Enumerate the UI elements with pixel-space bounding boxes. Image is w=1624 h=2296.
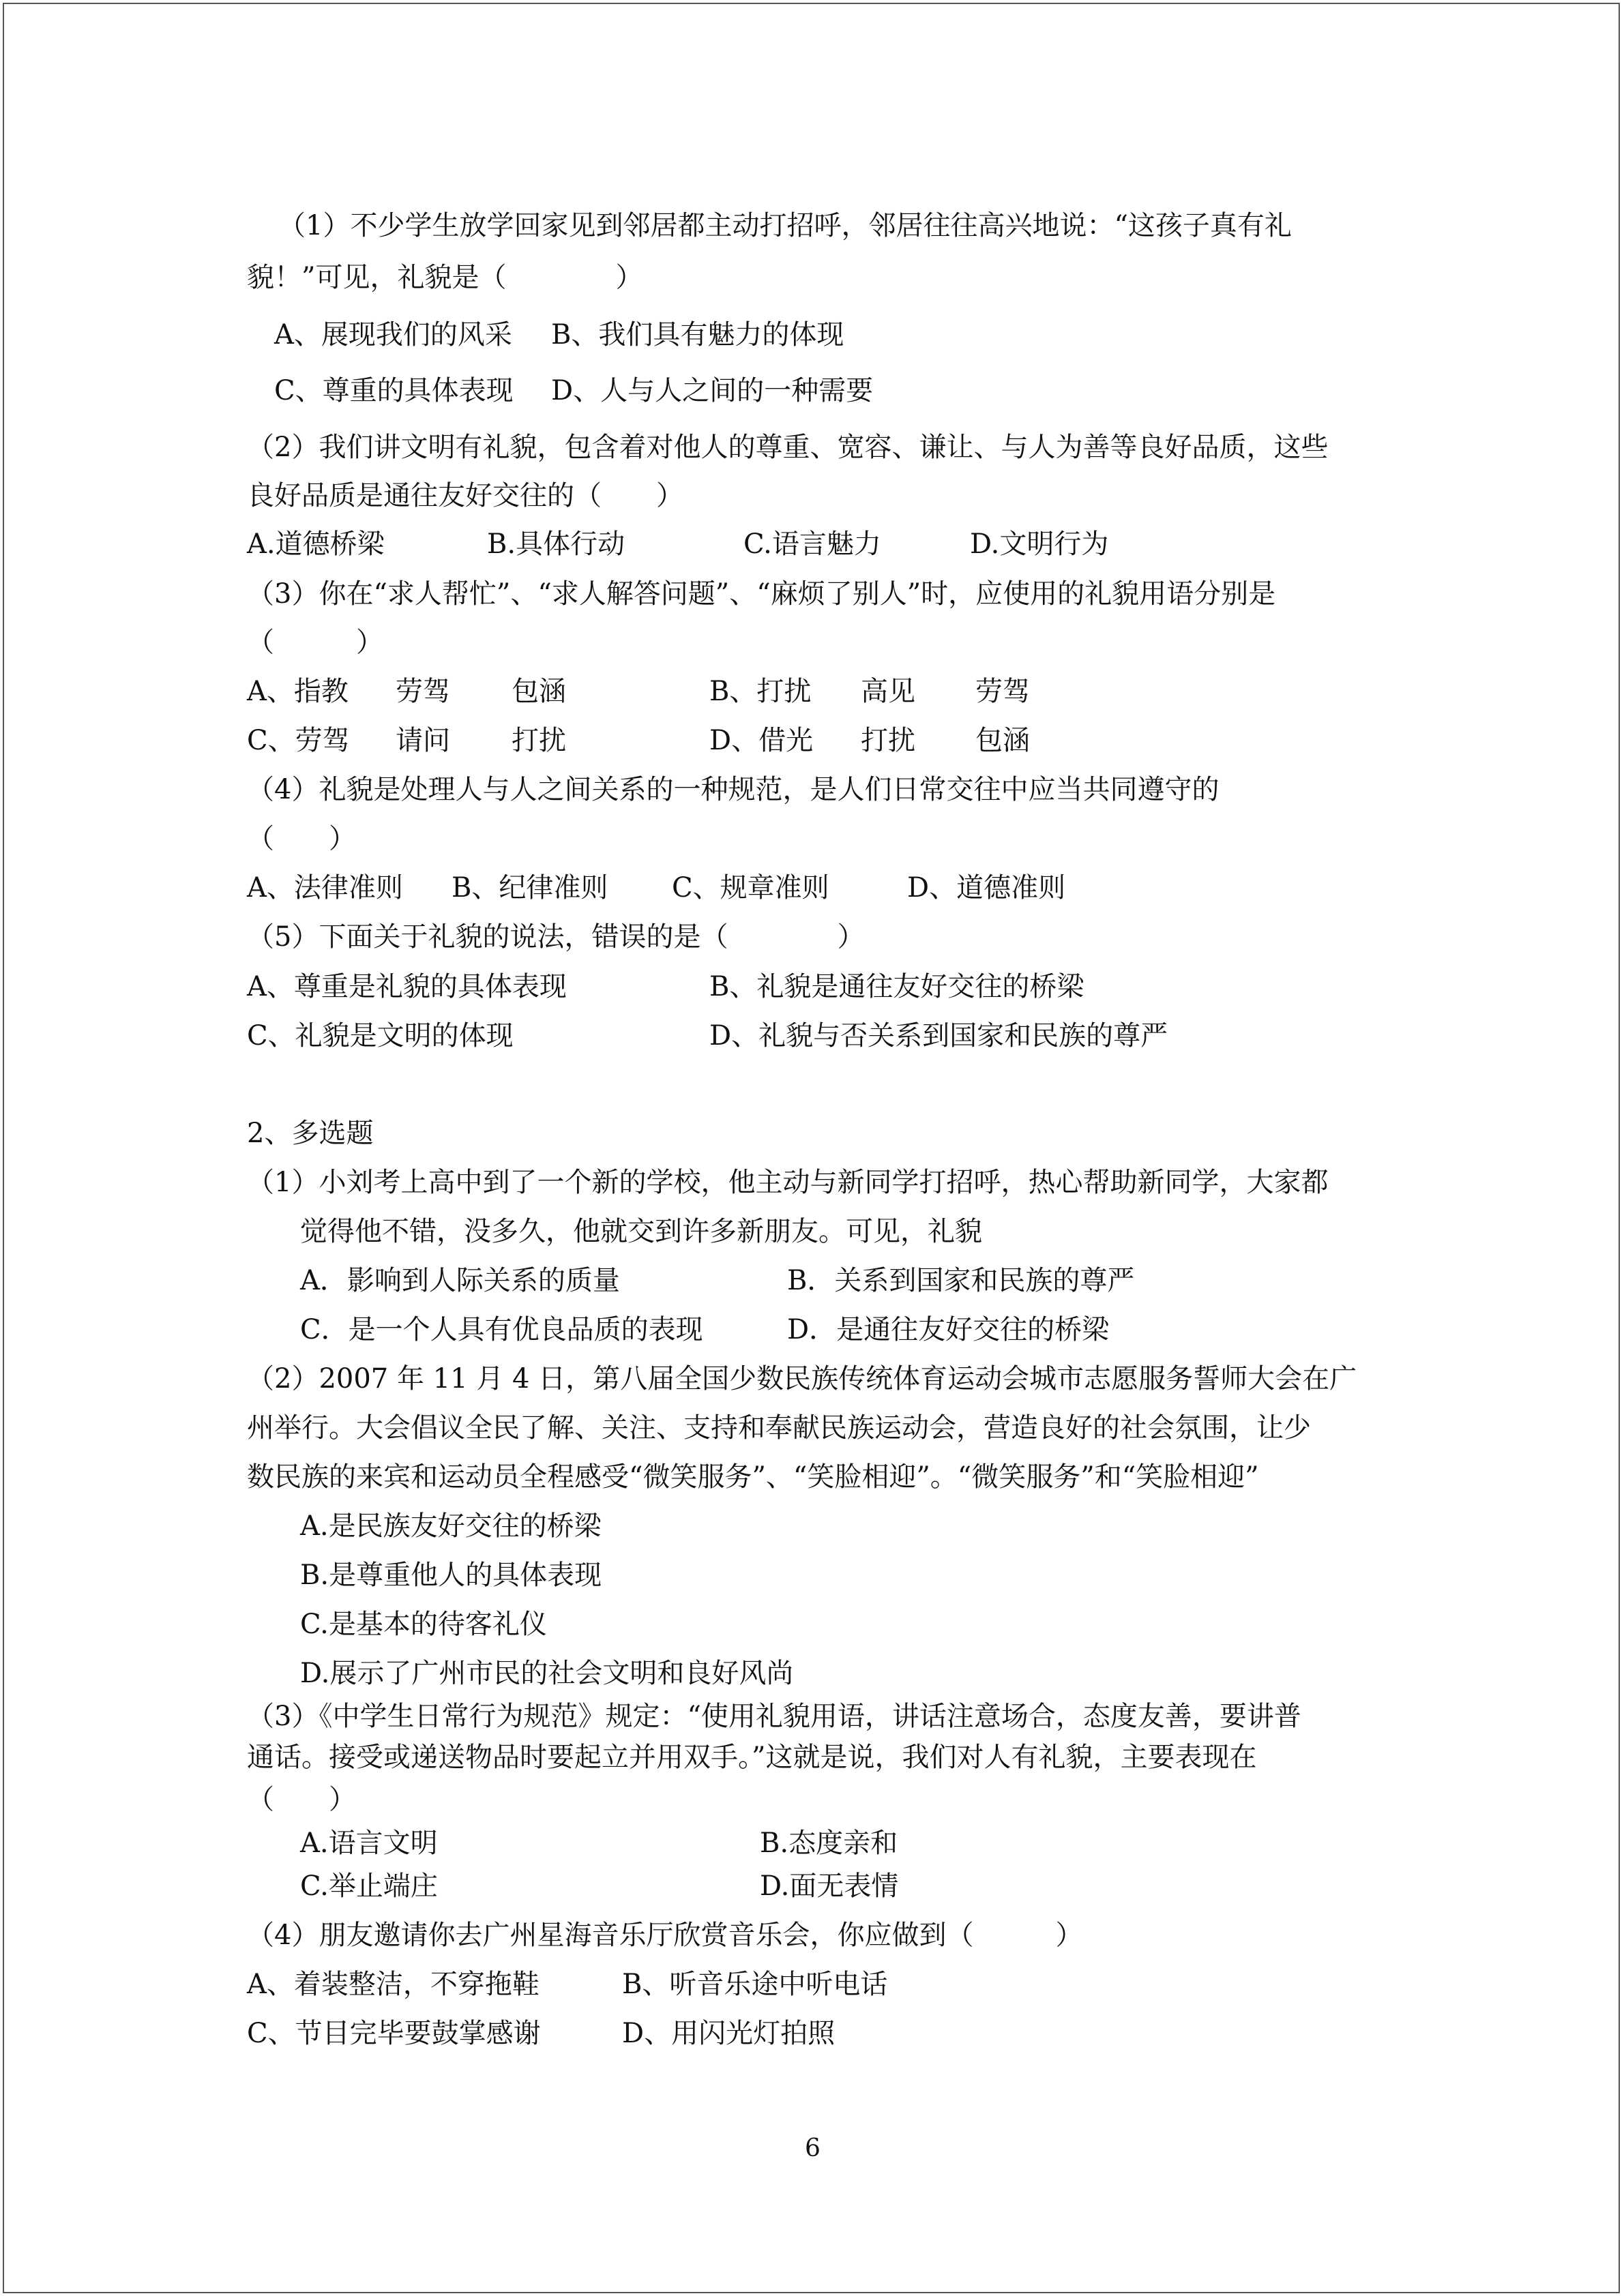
s1-q3-option-d-word2: 打扰 [861,725,915,756]
s1-q2-stem-line2: 良好品质是通往友好交往的（ ） [247,480,683,511]
s1-q1-option-b: B、我们具有魅力的体现 [551,319,844,351]
s2-q4-stem-line1: （4）朋友邀请你去广州星海音乐厅欣赏音乐会，你应做到（ ） [247,1920,1083,1951]
s1-q3-option-b-word2: 高见 [861,676,915,707]
page-number: 6 [805,2134,821,2162]
s1-q5-option-a: A、尊重是礼貌的具体表现 [247,971,567,1002]
s2-q2-stem-line2: 州举行。大会倡议全民了解、关注、支持和奉献民族运动会，营造良好的社会氛围，让少 [247,1412,1311,1444]
s1-q3-option-c-word2: 请问 [396,725,450,756]
s1-q4-option-c: C、规章准则 [672,872,829,904]
section-heading-multiple-choice: 2、多选题 [247,1118,374,1149]
s2-q2-option-d: D.展示了广州市民的社会文明和良好风尚 [300,1658,794,1689]
s1-q3-stem-line2: （ ） [247,627,383,658]
s2-q4-option-d: D、用闪光灯拍照 [622,2018,836,2049]
s1-q5-stem-line1: （5）下面关于礼貌的说法，错误的是（ ） [247,921,865,953]
s1-q2-option-a: A.道德桥梁 [247,528,385,560]
s2-q2-option-a: A.是民族友好交往的桥梁 [300,1510,602,1542]
s1-q5-option-c: C、礼貌是文明的体现 [247,1020,514,1052]
s2-q3-stem-line2: 通话。接受或递送物品时要起立并用双手。”这就是说，我们对人有礼貌，主要表现在 [247,1742,1257,1773]
s1-q4-stem-line2: （ ） [247,823,356,854]
s2-q1-option-c: C．是一个人具有优良品质的表现 [300,1314,703,1345]
s2-q2-stem-line1: （2）2007 年 11 月 4 日，第八届全国少数民族传统体育运动会城市志愿服务誓师大会在广 [247,1363,1357,1395]
s1-q5-option-d: D、礼貌与否关系到国家和民族的尊严 [709,1020,1168,1052]
s1-q2-option-b: B.具体行动 [487,528,625,560]
s1-q2-option-c: C.语言魅力 [743,528,881,560]
s2-q1-option-d: D．是通往友好交往的桥梁 [787,1314,1110,1345]
s1-q1-stem-line1: （1）不少学生放学回家见到邻居都主动打招呼，邻居往往高兴地说：“这孩子真有礼 [278,210,1292,241]
s1-q3-stem-line1: （3）你在“求人帮忙”、“求人解答问题”、“麻烦了别人”时，应使用的礼貌用语分别是 [247,578,1276,610]
s1-q3-option-c-label: C、劳驾 [247,725,350,756]
s1-q1-option-d: D、人与人之间的一种需要 [551,375,874,406]
s2-q1-option-b: B．关系到国家和民族的尊严 [787,1265,1135,1296]
s1-q3-option-a-word3: 包涵 [512,676,566,707]
s2-q3-option-a: A.语言文明 [300,1828,438,1859]
s2-q2-stem-line3: 数民族的来宾和运动员全程感受“微笑服务”、“笑脸相迎”。“微笑服务”和“笑脸相迎” [247,1461,1259,1493]
s2-q1-stem-line1: （1）小刘考上高中到了一个新的学校，他主动与新同学打招呼，热心帮助新同学，大家都 [247,1167,1329,1198]
s1-q1-stem-line2: 貌！”可见，礼貌是（ ） [247,262,643,293]
s1-q4-option-d: D、道德准则 [907,872,1066,904]
s1-q3-option-b-word3: 劳驾 [975,676,1030,707]
s2-q3-option-d: D.面无表情 [760,1870,899,1902]
s1-q3-option-b-label: B、打扰 [709,676,812,707]
s2-q3-option-b: B.态度亲和 [760,1828,898,1859]
s1-q4-option-a: A、法律准则 [247,872,403,904]
s1-q1-option-a: A、展现我们的风采 [274,319,512,351]
s2-q4-option-c: C、节目完毕要鼓掌感谢 [247,2018,541,2049]
s2-q4-option-b: B、听音乐途中听电话 [622,1969,888,2000]
s2-q3-stem-line1: （3）《中学生日常行为规范》规定：“使用礼貌用语，讲话注意场合，态度友善，要讲普 [247,1701,1301,1732]
s1-q3-option-a-label: A、指教 [247,676,349,707]
s2-q1-stem-line2: 觉得他不错，没多久，他就交到许多新朋友。可见，礼貌 [300,1216,982,1247]
s2-q3-stem-line3: （ ） [247,1784,356,1815]
s2-q4-option-a: A、着装整洁，不穿拖鞋 [247,1969,540,2000]
s1-q3-option-a-word2: 劳驾 [396,676,450,707]
s1-q4-option-b: B、纪律准则 [452,872,608,904]
s1-q3-option-d-label: D、借光 [709,725,814,756]
s1-q3-option-d-word3: 包涵 [975,725,1030,756]
s2-q2-option-c: C.是基本的待客礼仪 [300,1609,547,1640]
s2-q3-option-c: C.举止端庄 [300,1870,438,1902]
s1-q2-option-d: D.文明行为 [970,528,1109,560]
s1-q5-option-b: B、礼貌是通往友好交往的桥梁 [709,971,1084,1002]
s1-q1-option-c: C、尊重的具体表现 [274,375,514,406]
s1-q3-option-c-word3: 打扰 [512,725,566,756]
s2-q2-option-b: B.是尊重他人的具体表现 [300,1560,602,1591]
s1-q4-stem-line1: （4）礼貌是处理人与人之间关系的一种规范，是人们日常交往中应当共同遵守的 [247,774,1220,805]
s2-q1-option-a: A．影响到人际关系的质量 [300,1265,620,1296]
s1-q2-stem-line1: （2）我们讲文明有礼貌，包含着对他人的尊重、宽容、谦让、与人为善等良好品质，这些 [247,432,1329,463]
